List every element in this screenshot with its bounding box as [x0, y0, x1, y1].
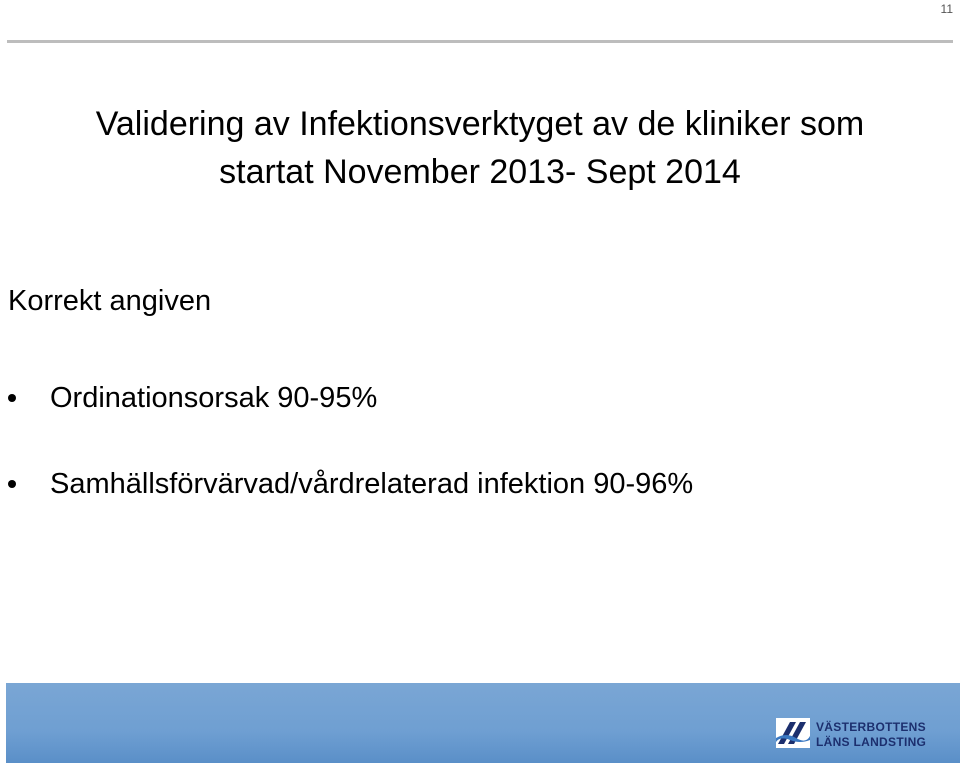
slide-title-line-2: startat November 2013- Sept 2014	[219, 153, 741, 191]
bullet-dot-icon	[8, 394, 16, 402]
logo-text-line-2: LÄNS LANDSTING	[816, 735, 927, 749]
organization-logo	[776, 714, 936, 754]
slide-title-line-1: Validering av Infektionsverktyget av de kliniker som	[95, 105, 865, 143]
slide-title	[0, 100, 960, 196]
bullet-text: Ordinationsorsak 90-95%	[50, 382, 378, 414]
logo-wave-icon	[776, 718, 810, 748]
bullet-dot-icon	[8, 480, 16, 488]
top-divider	[7, 40, 953, 43]
page-number: 11	[940, 2, 953, 16]
subheading: Korrekt angiven	[8, 285, 212, 317]
logo-text-line-1: VÄSTERBOTTENS	[816, 720, 926, 734]
bullet-text: Samhällsförvärvad/vårdrelaterad infektion 90-96%	[50, 468, 694, 500]
